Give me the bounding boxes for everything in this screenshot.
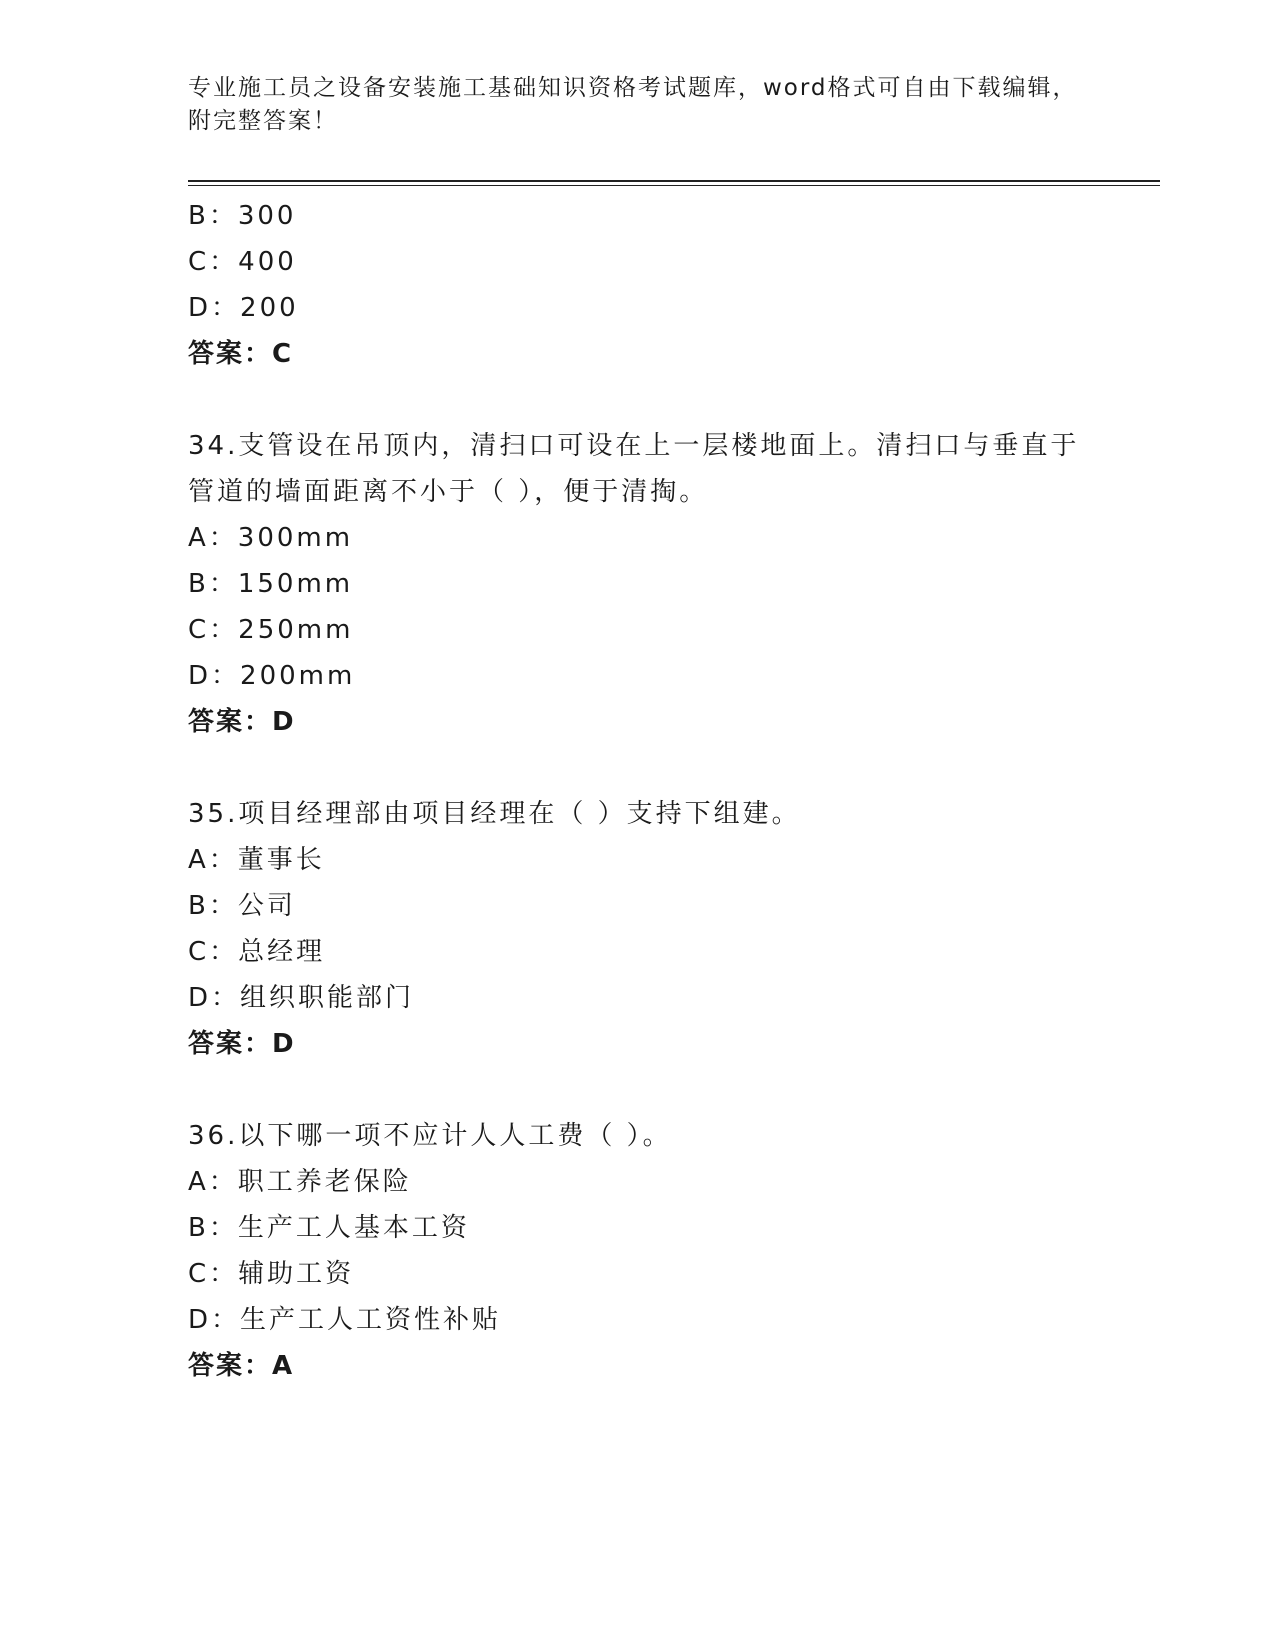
answer: 答案：D <box>188 707 296 737</box>
option-d: D：组织职能部门 <box>188 983 415 1013</box>
question-33-partial <box>188 193 1138 377</box>
header-line-1: 专业施工员之设备安装施工基础知识资格考试题库，word格式可自由下载编辑， <box>188 75 1078 101</box>
answer: 答案：A <box>188 1351 295 1381</box>
option-c: C：400 <box>188 247 297 277</box>
spacer <box>188 745 1138 791</box>
option-b: B：公司 <box>188 891 296 921</box>
option-d: D：200mm <box>188 661 356 691</box>
option-b: B：300 <box>188 201 297 231</box>
option-a: A：董事长 <box>188 845 325 875</box>
question-text-line-1: 35.项目经理部由项目经理在（ ）支持下组建。 <box>188 799 801 829</box>
question-34 <box>188 423 1138 745</box>
question-content <box>188 193 1138 1389</box>
answer: 答案：C <box>188 339 294 369</box>
option-d: D：生产工人工资性补贴 <box>188 1305 502 1335</box>
option-a: A：300mm <box>188 523 354 553</box>
question-36 <box>188 1113 1138 1389</box>
spacer <box>188 377 1138 423</box>
spacer <box>188 1067 1138 1113</box>
option-a: A：职工养老保险 <box>188 1167 412 1197</box>
answer: 答案：D <box>188 1029 296 1059</box>
option-c: C：总经理 <box>188 937 326 967</box>
header-line-2: 附完整答案！ <box>188 108 338 134</box>
question-35 <box>188 791 1138 1067</box>
header-rule-thin <box>188 185 1160 186</box>
option-c: C：辅助工资 <box>188 1259 355 1289</box>
question-text-line-1: 36.以下哪一项不应计人人工费（ ）。 <box>188 1121 672 1151</box>
header-rule-thick <box>188 180 1160 182</box>
option-d: D：200 <box>188 293 299 323</box>
question-text-line-1: 34.支管设在吊顶内，清扫口可设在上一层楼地面上。清扫口与垂直于 <box>188 431 1080 461</box>
document-header <box>188 72 1088 138</box>
option-b: B：生产工人基本工资 <box>188 1213 470 1243</box>
option-c: C：250mm <box>188 615 354 645</box>
option-b: B：150mm <box>188 569 354 599</box>
question-text-line-2: 管道的墙面距离不小于（ ），便于清掏。 <box>188 477 709 507</box>
